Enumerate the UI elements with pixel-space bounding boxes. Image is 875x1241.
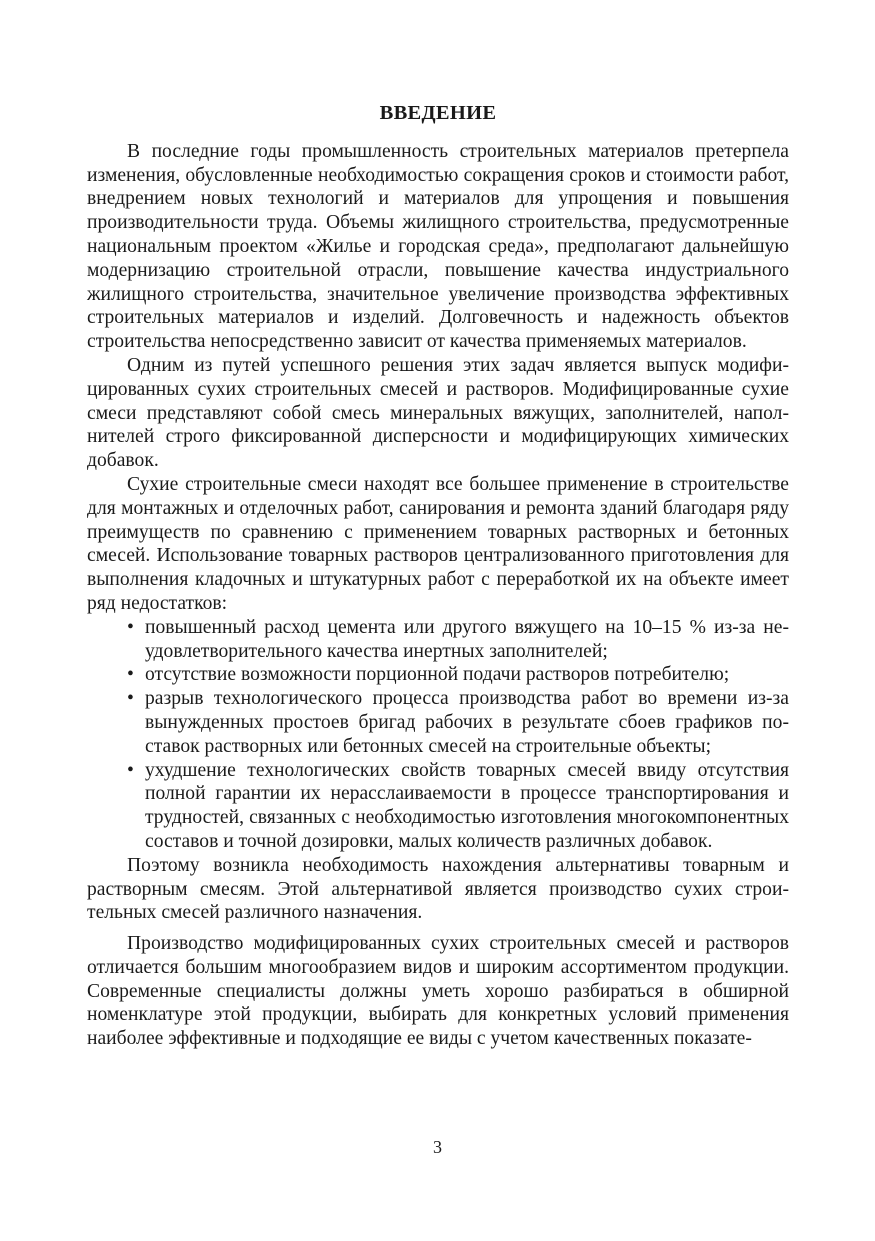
intro-paragraph-2: Одним из путей успешного решения этих задач является выпуск модифицированных сухих строительных смесей и растворов. Модифицированные сухие смеси представляют собой смесь минеральных вяжущих, заполнителей, наполнителей строго фиксированной дисперсности и модифицирующих химических добавок. (87, 354, 789, 472)
drawbacks-list (87, 616, 789, 854)
list-item-text: разрыв технологического процесса производства работ во времени из-за вынужденных простоев бригад рабочих в результате сбоев графиков поставок растворных или бетонных смесей на строительные объекты; (145, 688, 789, 757)
bullet-icon: • (127, 664, 134, 686)
list-item-text: ухудшение технологических свойств товарных смесей ввиду отсутствия полной гарантии их нерасслаиваемости в процессе транспортирования и трудностей, связанных с необходимостью изготовления многокомпонентных составов и точной дозировки, малых количеств различных добавок. (145, 759, 789, 852)
bullet-icon: • (127, 759, 134, 781)
bullet-icon: • (127, 616, 134, 638)
list-item (87, 616, 789, 664)
page-body (87, 102, 789, 1051)
page-number: 3 (433, 1137, 442, 1157)
bullet-icon: • (127, 688, 134, 710)
list-item (87, 759, 789, 854)
list-item (87, 663, 789, 687)
list-item-text: повышенный расход цемента или другого вяжущего на 10–15 % из-за неудовлетворительного качества инертных заполнителей; (145, 616, 789, 662)
list-item-text: отсутствие возможности порционной подачи растворов потребителю; (145, 664, 730, 686)
closing-paragraph-2: Производство модифицированных сухих строительных смесей и растворов отличается большим многообразием видов и широким ассортиментом продукции. Современные специалисты должны уметь хорошо разбираться в обширной номенклатуре этой продукции, выбирать для конкретных условий применения наиболее эффективные и подходящие ее виды с учетом качественных показате- (87, 933, 789, 1050)
page-title: ВВЕДЕНИЕ (379, 102, 497, 124)
intro-paragraph-1: В последние годы промышленность строительных материалов претерпела изменения, обусловленные необходимостью сокращения сроков и стоимости работ, внедрением новых технологий и материалов для упрощения и повышения производительности труда. Объемы жилищного строительства, предусмотренные национальным проектом «Жилье и городская среда», предполагают дальнейшую модернизацию строительной отрасли, повышение качества индустриального жилищного строительства, значительное увеличение производства эффективных строительных материалов и изделий. Долговечность и надежность объектов строительства непосредственно зависит от качества применяемых материалов. (87, 140, 789, 353)
closing-paragraph-1: Поэтому возникла необходимость нахождения альтернативы товарным и растворным смесям. Этой альтернативой является производство сухих строительных смесей различного назначения. (87, 854, 789, 924)
list-item (87, 687, 789, 758)
intro-paragraph-3: Сухие строительные смеси находят все большее применение в строительстве для монтажных и отделочных работ, санирования и ремонта зданий благодаря ряду преимуществ по сравнению с применением товарных растворных и бетонных смесей. Использование товарных растворов централизованного приготовления для выполнения кладочных и штукатурных работ с переработкой их на объекте имеет ряд недостатков: (87, 473, 789, 614)
